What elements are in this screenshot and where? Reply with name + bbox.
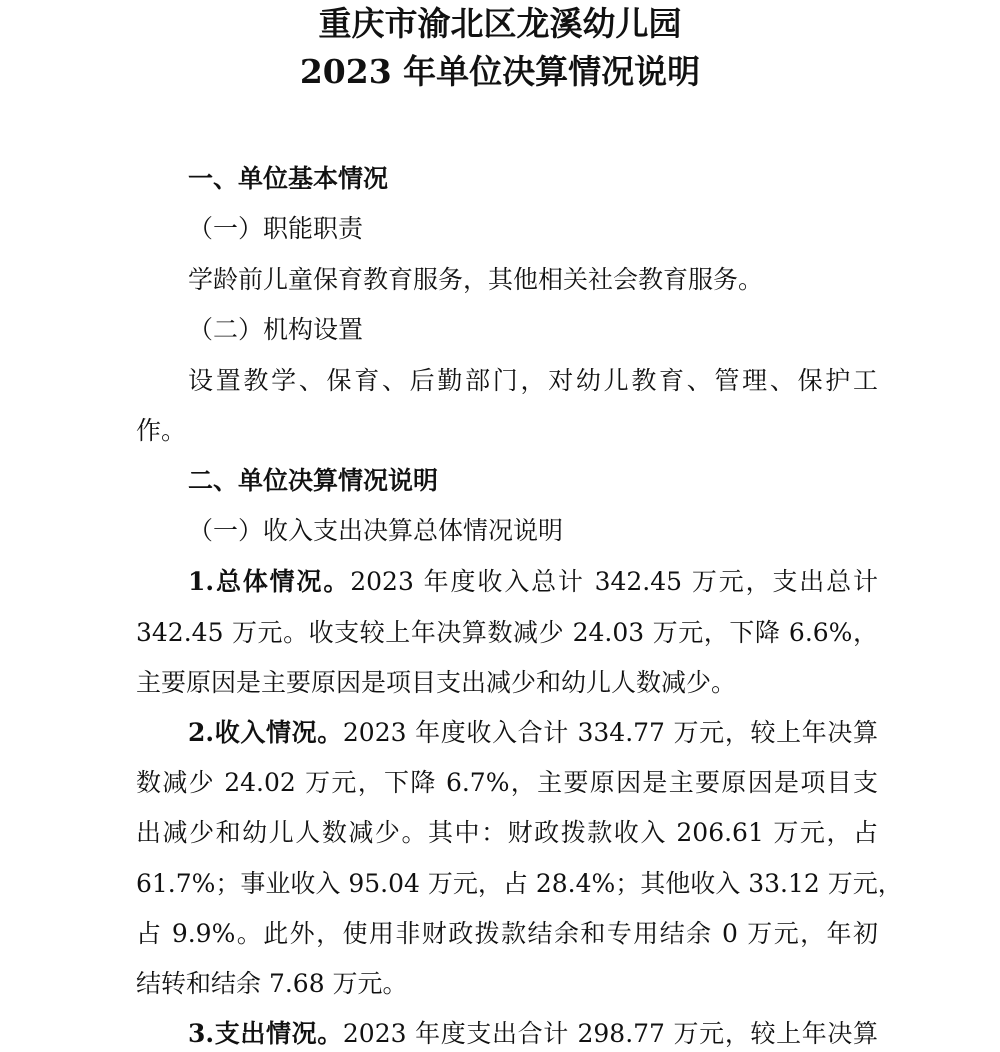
paragraph-overall-line-2: 342.45 万元。收支较上年决算数减少 24.03 万元，下降 6.6%，	[136, 618, 878, 647]
paragraph-overall-line-3: 主要原因是主要原因是项目支出减少和幼儿人数减少。	[136, 668, 737, 697]
paragraph-overall-lead: 1.总体情况。	[188, 567, 351, 596]
paragraph-overall-line-1	[188, 565, 878, 599]
paragraph-income-line-4: 61.7%；事业收入 95.04 万元，占 28.4%；其他收入 33.12 万元，	[136, 869, 903, 898]
paragraph-expenditure-lead: 3.支出情况。	[188, 1019, 343, 1048]
paragraph-income-line-6: 结转和结余 7.68 万元。	[136, 969, 408, 998]
section-1-subheading-structure: （二）机构设置	[188, 315, 364, 344]
paragraph-income-line-5: 占 9.9%。此外，使用非财政拨款结余和专用结余 0 万元，年初	[136, 919, 878, 948]
section-1-structure-text-line-1: 设置教学、保育、后勤部门，对幼儿教育、管理、保护工	[188, 366, 878, 395]
paragraph-overall-line-1-text: 2023 年度收入总计 342.45 万元，支出总计	[350, 567, 878, 596]
paragraph-income-line-2: 数减少 24.02 万元，下降 6.7%，主要原因是主要原因是项目支	[136, 768, 878, 797]
section-1-duties-text: 学龄前儿童保育教育服务，其他相关社会教育服务。	[188, 265, 764, 294]
section-1-heading: 一、单位基本情况	[188, 164, 389, 193]
section-2-heading: 二、单位决算情况说明	[188, 466, 439, 495]
paragraph-expenditure-line-1	[188, 1017, 878, 1051]
section-1-subheading-duties: （一）职能职责	[188, 214, 364, 243]
document-title-line-2: 2023 年单位决算情况说明	[299, 52, 701, 91]
document-title-line-1: 重庆市渝北区龙溪幼儿园	[318, 4, 682, 43]
paragraph-income-line-1	[188, 716, 878, 750]
paragraph-income-line-3: 出减少和幼儿人数减少。其中：财政拨款收入 206.61 万元，占	[136, 818, 878, 847]
section-1-structure-text-line-2: 作。	[136, 416, 187, 445]
paragraph-expenditure-line-1-text: 2023 年度支出合计 298.77 万元，较上年决算	[342, 1019, 878, 1048]
section-2-subheading-overview: （一）收入支出决算总体情况说明	[188, 516, 564, 545]
paragraph-income-lead: 2.收入情况。	[188, 718, 343, 747]
paragraph-income-line-1-text: 2023 年度收入合计 334.77 万元，较上年决算	[342, 718, 878, 747]
